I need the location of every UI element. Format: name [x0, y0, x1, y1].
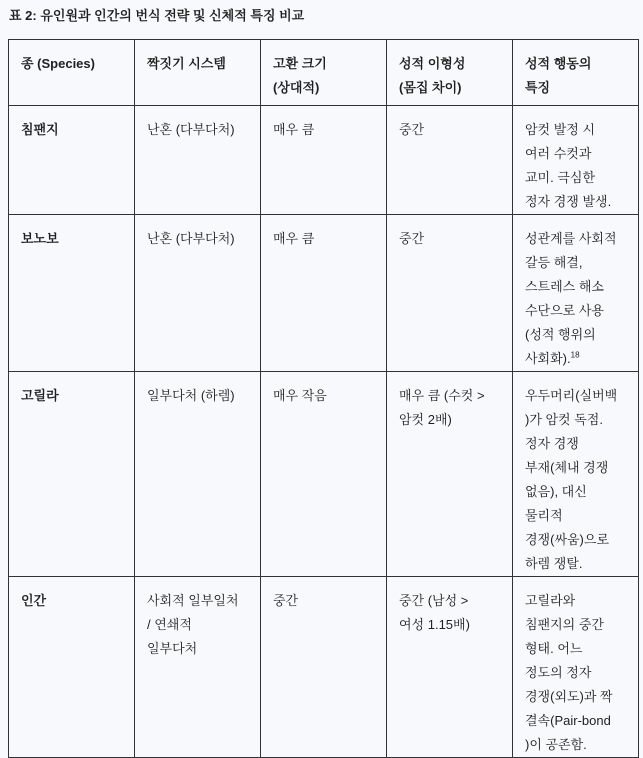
cell-testes: 매우 큼 [261, 106, 387, 215]
table-row [9, 215, 639, 372]
cell-testes: 매우 작음 [261, 372, 387, 577]
comparison-table [8, 39, 639, 758]
citation-ref[interactable]: 18 [570, 350, 580, 360]
cell-mating: 사회적 일부일처 / 연쇄적 일부다처 [135, 577, 261, 758]
table-row [9, 106, 639, 215]
cell-species: 인간 [9, 577, 135, 758]
cell-species: 고릴라 [9, 372, 135, 577]
cell-testes: 매우 큼 [261, 215, 387, 372]
header-mating-system: 짝짓기 시스템 [135, 40, 261, 106]
cell-dimorphism: 중간 [387, 106, 513, 215]
cell-testes: 중간 [261, 577, 387, 758]
header-species: 종 (Species) [9, 40, 135, 106]
cell-dimorphism: 중간 [387, 215, 513, 372]
table-row [9, 372, 639, 577]
cell-species: 침팬지 [9, 106, 135, 215]
cell-mating: 난혼 (다부다처) [135, 106, 261, 215]
header-testes-size: 고환 크기 (상대적) [261, 40, 387, 106]
cell-dimorphism: 매우 큼 (수컷 > 암컷 2배) [387, 372, 513, 577]
table-row [9, 577, 639, 758]
cell-behavior: 우두머리(실버백 )가 암컷 독점. 정자 경쟁 부재(체내 경쟁 없음), 대신 물리적 경쟁(싸움)으로 하렘 쟁탈. [513, 372, 639, 577]
cell-behavior: 고릴라와 침팬지의 중간 형태. 어느 정도의 정자 경쟁(외도)과 짝 결속(Pair-bond )이 공존함. [513, 577, 639, 758]
cell-mating: 일부다처 (하렘) [135, 372, 261, 577]
cell-behavior: 암컷 발정 시 여러 수컷과 교미. 극심한 정자 경쟁 발생. [513, 106, 639, 215]
table-header-row [9, 40, 639, 106]
table-caption: 표 2: 유인원과 인간의 번식 전략 및 신체적 특징 비교 [9, 8, 305, 23]
cell-behavior [513, 215, 639, 372]
header-sexual-behavior: 성적 행동의 특징 [513, 40, 639, 106]
cell-mating: 난혼 (다부다처) [135, 215, 261, 372]
behavior-text: 성관계를 사회적 갈등 해결, 스트레스 해소 수단으로 사용 (성적 행위의 사회화). [525, 231, 617, 366]
cell-dimorphism: 중간 (남성 > 여성 1.15배) [387, 577, 513, 758]
cell-species: 보노보 [9, 215, 135, 372]
header-sexual-dimorphism: 성적 이형성 (몸집 차이) [387, 40, 513, 106]
